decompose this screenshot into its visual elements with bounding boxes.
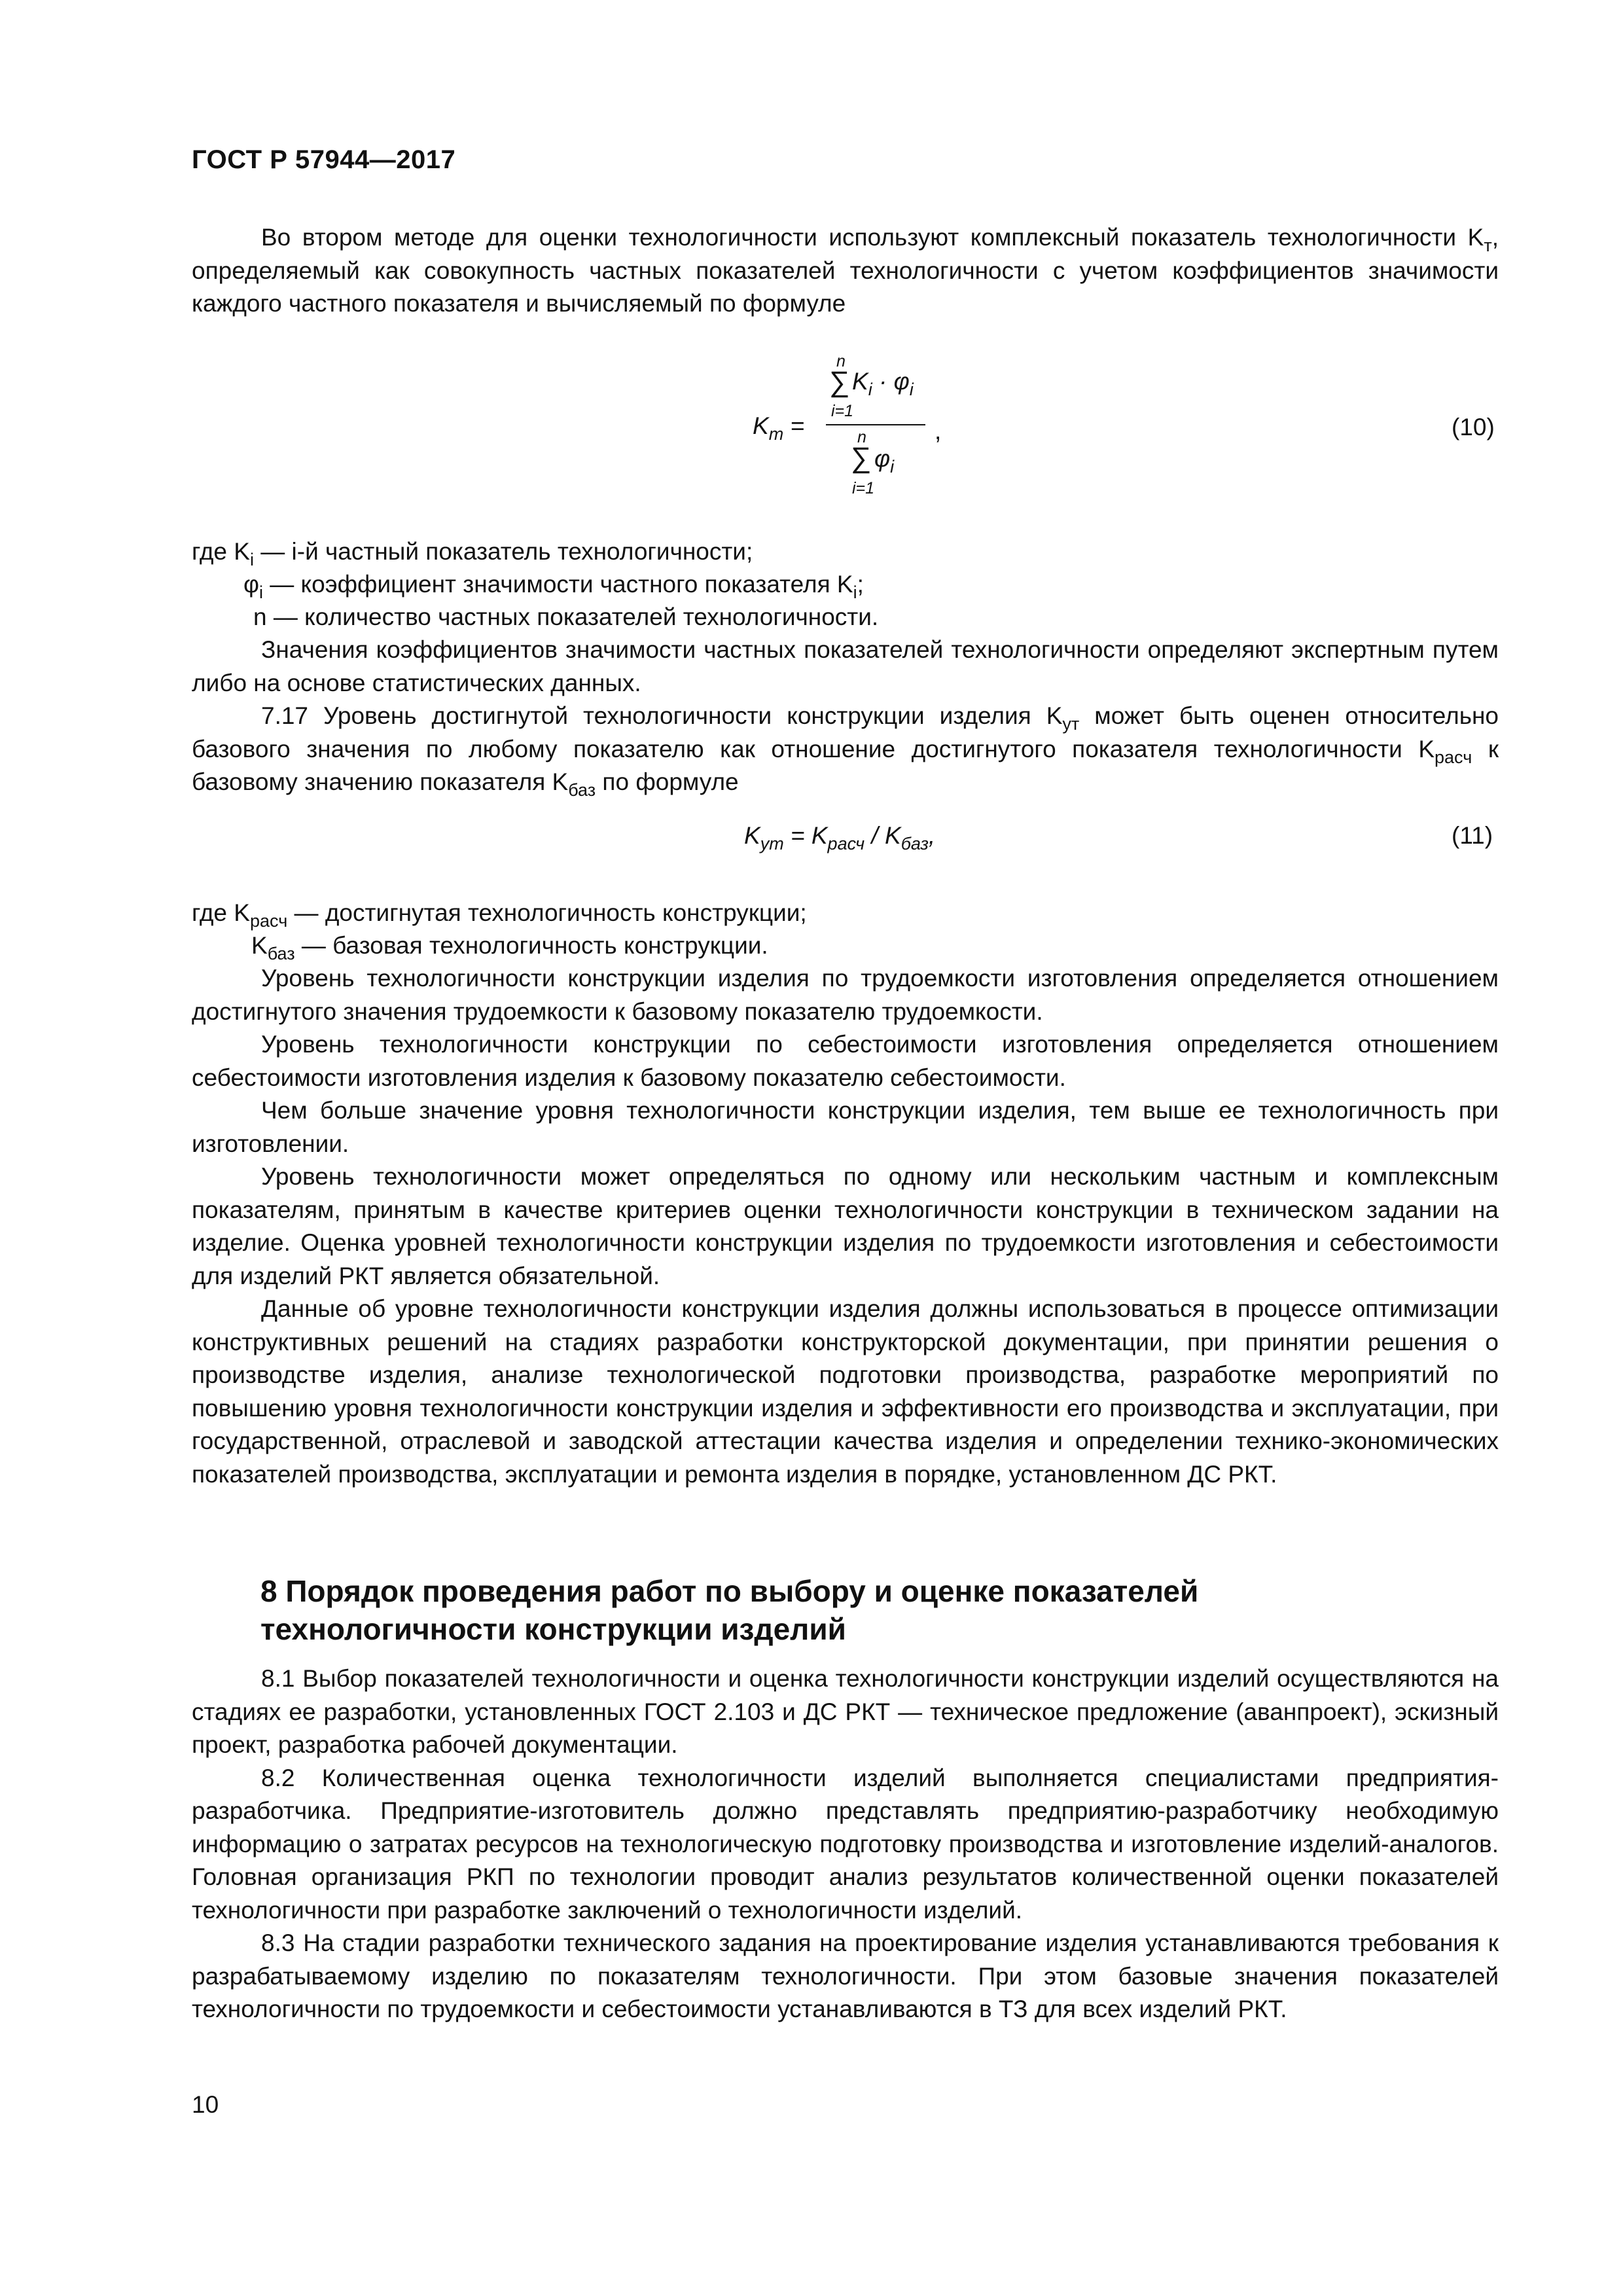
formula-11: $K_{ут} = K_{расч} / K_{баз}$, bbox=[744, 822, 936, 853]
where-line: где $K_i$ — i-й частный показатель технологичности; bbox=[192, 538, 753, 569]
sum-upper-limit: n bbox=[836, 352, 846, 370]
formula-comma: , bbox=[935, 418, 942, 444]
paragraph: 8.2 Количественная оценка технологичности изделий выполняется специалистами предприятия-разработчика. Предприятие-изготовитель должно представлять предприятию-разработчику необходимую информацию о затратах ресурсов на технологическую подготовку производства и изготовление изделий-аналогов. Головная организация РКП по технологии проводит анализ результатов количественной оценки показателей технологичности при разработке заключений о технологичности изделий. bbox=[192, 1764, 1499, 1924]
paragraph: 8.1 Выбор показателей технологичности и оценка технологичности конструкции изделий осуществляются на стадиях ее разработки, установленных ГОСТ 2.103 и ДС РКТ — техническое предложение (аванпроект), эскизный проект, разработка рабочей документации. bbox=[192, 1665, 1499, 1758]
paragraph: Уровень технологичности может определяться по одному или нескольким частным и комплексным показателям, принятым в качестве критериев оценки технологичности конструкции в техническом задании на изделие. Оценка уровней технологичности конструкции изделия по трудоемкости изготовления и себестоимости для изделий РКТ является обязательной. bbox=[192, 1163, 1499, 1289]
where-line: $\varphi_i$ — коэффициент значимости частного показателя $K_i$; bbox=[243, 571, 864, 602]
sum-sign: ∑ bbox=[851, 442, 872, 474]
section-heading bbox=[260, 1572, 1504, 1648]
where-line: где $K_{расч}$ — достигнутая технологичность конструкции; bbox=[192, 899, 807, 931]
where-line: $K_{баз}$ — базовая технологичность конструкции. bbox=[251, 932, 768, 963]
paragraph-intro bbox=[192, 221, 1499, 321]
paragraph-block bbox=[192, 634, 1499, 799]
section-title-line: технологичности конструкции изделий bbox=[260, 1612, 846, 1646]
paragraph-block bbox=[192, 962, 1499, 1491]
equation-number: (11) bbox=[1452, 822, 1493, 849]
paragraph: Во втором методе для оценки технологичности используют комплексный показатель технологичности $K_т$, определяемый как совокупность частных показателей технологичности с учетом коэффициентов значимости каждого частного показателя и вычисляемый по формуле bbox=[192, 224, 1499, 317]
formula-numerator: $K_i \cdot \varphi_i$ bbox=[852, 368, 914, 399]
formula-10 bbox=[753, 353, 949, 511]
paragraph-block bbox=[192, 1662, 1499, 2026]
paragraph: Данные об уровне технологичности конструкции изделия должны использоваться в процессе оптимизации конструктивных решений на стадиях разработки конструкторской документации, при принятии решения о производстве изделия, анализе технологической подготовки производства, разработке мероприятий по повышению уровня технологичности конструкции изделия и эффективности его производства и эксплуатации, при государственной, отраслевой и заводской аттестации качества изделия и определении технико-экономических показателей производства, эксплуатации и ремонта изделия в порядке, установленном ДС РКТ. bbox=[192, 1295, 1499, 1488]
paragraph: 7.17 Уровень достигнутой технологичности конструкции изделия $K_{ут}$ может быть оценен относительно базового значения по любому показателю как отношение достигнутого показателя технологичности $K_{расч}$ к базовому значению показателя $K_{баз}$ по формуле bbox=[192, 702, 1499, 800]
page-number: 10 bbox=[192, 2091, 219, 2118]
sum-lower-limit: i=1 bbox=[852, 479, 875, 497]
sum-sign: ∑ bbox=[829, 366, 850, 398]
sum-upper-limit: n bbox=[857, 428, 866, 446]
where-line: n — количество частных показателей технологичности. bbox=[253, 603, 879, 630]
equation-number: (10) bbox=[1452, 414, 1495, 440]
document-header: ГОСТ Р 57944—2017 bbox=[192, 145, 456, 174]
formula-denominator: $\varphi_i$ bbox=[874, 445, 895, 476]
section-title-line: 8 Порядок проведения работ по выбору и оценке показателей bbox=[260, 1574, 1199, 1608]
paragraph: Уровень технологичности конструкции изделия по трудоемкости изготовления определяется отношением достигнутого значения трудоемкости к базовому показателю трудоемкости. bbox=[192, 965, 1499, 1025]
fraction-bar bbox=[826, 424, 925, 425]
sum-lower-limit: i=1 bbox=[831, 402, 854, 420]
paragraph: Значения коэффициентов значимости частных показателей технологичности определяют экспертным путем либо на основе статистических данных. bbox=[192, 636, 1499, 696]
paragraph: 8.3 На стадии разработки технического задания на проектирование изделия устанавливаются требования к разрабатываемому изделию по показателям технологичности. При этом базовые значения показателей технологичности по трудоемкости и себестоимости устанавливаются в ТЗ для всех изделий РКТ. bbox=[192, 1929, 1499, 2022]
paragraph: Уровень технологичности конструкции по себестоимости изготовления определяется отношением себестоимости изготовления изделия к базовому показателю себестоимости. bbox=[192, 1031, 1499, 1091]
formula-lhs: $K_т$ = bbox=[753, 412, 805, 444]
paragraph: Чем больше значение уровня технологичности конструкции изделия, тем выше ее технологичность при изготовлении. bbox=[192, 1097, 1499, 1157]
